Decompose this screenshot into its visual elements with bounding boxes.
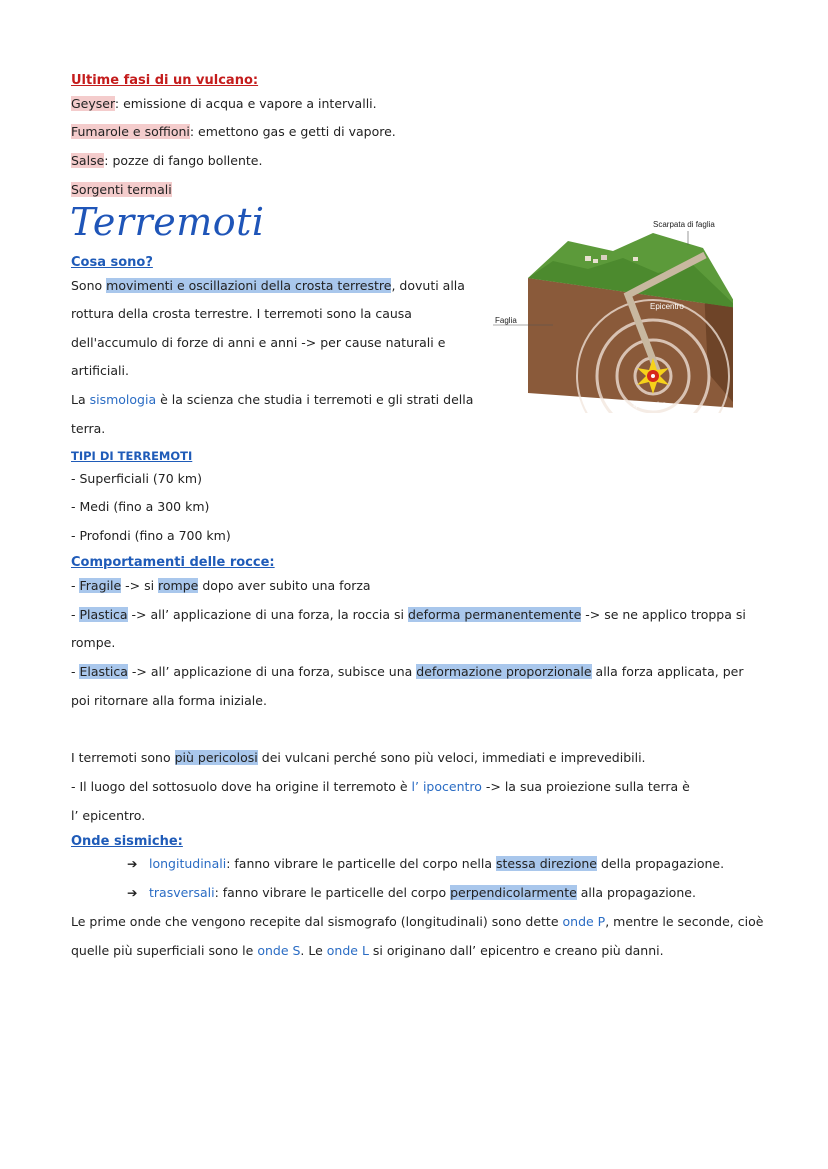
volcano-heading: Ultime fasi di un vulcano: bbox=[71, 73, 259, 88]
onde-p-term: onde P bbox=[562, 914, 606, 929]
fumarole-term: Fumarole e soffioni bbox=[71, 124, 190, 139]
plastica-line-2: rompe. bbox=[71, 635, 116, 650]
pericolo-line-3: l’ epicentro. bbox=[71, 808, 146, 823]
text: : fanno vibrare le particelle del corpo nella bbox=[226, 856, 496, 871]
house-icon bbox=[601, 255, 607, 260]
sismologia-term: sismologia bbox=[89, 392, 157, 407]
text: : fanno vibrare le particelle del corpo bbox=[214, 885, 451, 900]
page-title: Terremoti bbox=[70, 200, 265, 244]
highlight: rompe bbox=[158, 578, 199, 593]
geyser-term: Geyser bbox=[71, 96, 115, 111]
text: -> si bbox=[121, 578, 159, 593]
tipi-item: - Medi (fino a 300 km) bbox=[71, 499, 210, 514]
cosa-sono-line-4: artificiali. bbox=[71, 363, 129, 378]
onde-heading: Onde sismiche: bbox=[71, 834, 183, 849]
pericolo-line-2 bbox=[71, 778, 690, 796]
salse-text: : pozze di fango bollente. bbox=[104, 153, 263, 168]
longitudinali-term: longitudinali bbox=[149, 856, 227, 871]
text: Sono bbox=[71, 278, 107, 293]
label-ipocentro: Ipocentro bbox=[633, 400, 667, 409]
label-scarpata: Scarpata di faglia bbox=[653, 220, 715, 229]
geyser-text: : emissione di acqua e vapore a intervalli. bbox=[114, 96, 377, 111]
label-epicentro: Epicentro bbox=[650, 302, 684, 311]
highlight: movimenti e oscillazioni della crosta terrestre bbox=[106, 278, 392, 293]
elastica-term: Elastica bbox=[79, 664, 128, 679]
text: si originano dall’ epicentro e creano più danni. bbox=[368, 943, 664, 958]
text: . Le bbox=[300, 943, 327, 958]
text: dopo aver subito una forza bbox=[198, 578, 371, 593]
cosa-sono-line-1 bbox=[71, 277, 465, 295]
text: , dovuti alla bbox=[391, 278, 465, 293]
tipi-item: - Superficiali (70 km) bbox=[71, 471, 202, 486]
ipocentro-term: l’ ipocentro bbox=[411, 779, 482, 794]
text: La bbox=[71, 392, 90, 407]
comportamenti-heading: Comportamenti delle rocce: bbox=[71, 555, 275, 570]
tipi-item: - Profondi (fino a 700 km) bbox=[71, 528, 231, 543]
text: I terremoti sono bbox=[71, 750, 175, 765]
highlight: più pericolosi bbox=[174, 750, 258, 765]
highlight: deformazione proporzionale bbox=[416, 664, 592, 679]
text: - bbox=[71, 664, 80, 679]
onde-longitudinali-line bbox=[127, 855, 724, 873]
plastica-term: Plastica bbox=[79, 607, 128, 622]
cosa-sono-line-6: terra. bbox=[71, 421, 106, 436]
onde-s-term: onde S bbox=[257, 943, 301, 958]
arrow-right-icon: ➔ bbox=[127, 856, 138, 871]
text: quelle più superficiali sono le bbox=[71, 943, 258, 958]
text: è la scienza che studia i terremoti e gli strati della bbox=[156, 392, 474, 407]
house-icon bbox=[633, 257, 638, 261]
text: -> all’ applicazione di una forza, la roccia si bbox=[127, 607, 408, 622]
trasversali-term: trasversali bbox=[149, 885, 215, 900]
text: - bbox=[71, 578, 80, 593]
text: - Il luogo del sottosuolo dove ha origine il terremoto è bbox=[71, 779, 412, 794]
arrow-right-icon: ➔ bbox=[127, 885, 138, 900]
tipi-heading: TIPI DI TERREMOTI bbox=[71, 449, 193, 463]
label-faglia: Faglia bbox=[495, 316, 517, 325]
geyser-line bbox=[71, 95, 377, 113]
fragile-line bbox=[71, 577, 371, 595]
highlight: perpendicolarmente bbox=[450, 885, 577, 900]
house-icon bbox=[593, 259, 598, 263]
text: dei vulcani perché sono più veloci, immediati e imprevedibili. bbox=[257, 750, 646, 765]
salse-term: Salse bbox=[71, 153, 105, 168]
text: alla forza applicata, per bbox=[591, 664, 744, 679]
text: -> la sua proiezione sulla terra è bbox=[481, 779, 690, 794]
house-icon bbox=[585, 256, 591, 261]
cosa-sono-line-3: dell'accumulo di forze di anni e anni -> per cause naturali e bbox=[71, 335, 446, 350]
cosa-sono-heading: Cosa sono? bbox=[71, 255, 153, 270]
onde-l-term: onde L bbox=[326, 943, 369, 958]
cosa-sono-line-5 bbox=[71, 391, 473, 409]
elastica-line-2: poi ritornare alla forma iniziale. bbox=[71, 693, 267, 708]
highlight: deforma permanentemente bbox=[407, 607, 582, 622]
earthquake-diagram bbox=[493, 213, 733, 413]
text: -> all’ applicazione di una forza, subisce una bbox=[127, 664, 417, 679]
onde-paragraph-2 bbox=[71, 942, 664, 960]
fumarole-text: : emettono gas e getti di vapore. bbox=[189, 124, 396, 139]
fragile-term: Fragile bbox=[79, 578, 122, 593]
fumarole-line bbox=[71, 123, 396, 141]
onde-paragraph-1 bbox=[71, 913, 763, 931]
text: , mentre le seconde, cioè bbox=[605, 914, 764, 929]
text: alla propagazione. bbox=[576, 885, 696, 900]
plastica-line bbox=[71, 606, 746, 624]
sorgenti-term: Sorgenti termali bbox=[71, 182, 172, 197]
elastica-line bbox=[71, 663, 743, 681]
text: -> se ne applico troppa si bbox=[581, 607, 746, 622]
text: - bbox=[71, 607, 80, 622]
cosa-sono-line-2: rottura della crosta terrestre. I terremoti sono la causa bbox=[71, 306, 412, 321]
text: della propagazione. bbox=[597, 856, 725, 871]
salse-line bbox=[71, 152, 262, 170]
text: Le prime onde che vengono recepite dal sismografo (longitudinali) sono dette bbox=[71, 914, 563, 929]
highlight: stessa direzione bbox=[495, 856, 597, 871]
onde-trasversali-line bbox=[127, 884, 696, 902]
pericolo-line-1 bbox=[71, 749, 646, 767]
sorgenti-line bbox=[71, 181, 172, 199]
